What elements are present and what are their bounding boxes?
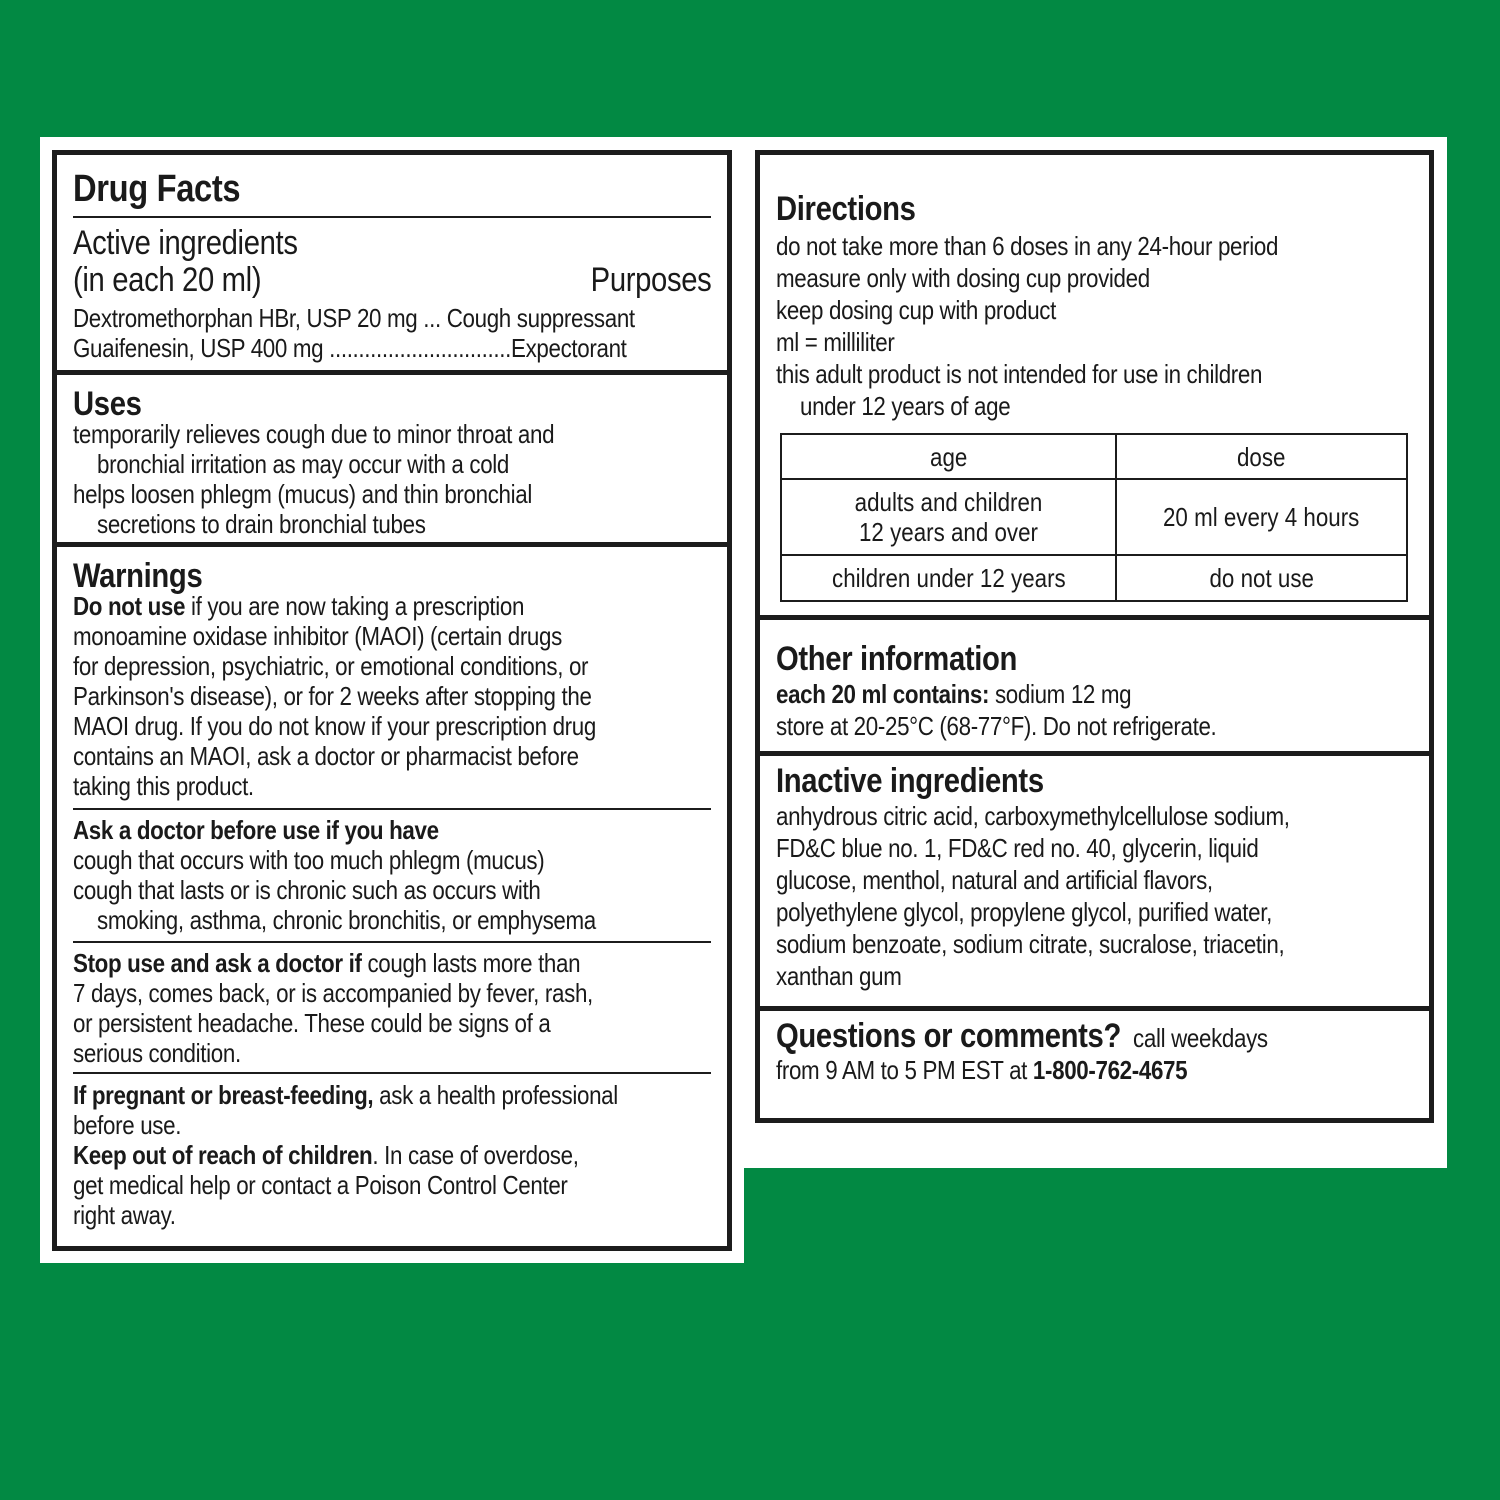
- directions-line: this adult product is not intended for use in children: [776, 359, 1263, 389]
- do-not-use-text: if you are now taking a prescription: [185, 591, 525, 621]
- drug-facts-title: Drug Facts: [73, 168, 241, 210]
- ingredient-name: Dextromethorphan HBr, USP 20 mg: [73, 303, 418, 333]
- ask-doctor-line: cough that occurs with too much phlegm (mucus): [73, 845, 545, 875]
- dose-cell: do not use: [1209, 563, 1314, 593]
- dot-leader: ...............................: [323, 333, 512, 363]
- ask-doctor-label: Ask a doctor before use if you have: [73, 815, 439, 845]
- ingredient-name: Guaifenesin, USP 400 mg: [73, 333, 324, 363]
- stop-use-line: 7 days, comes back, or is accompanied by fever, rash,: [73, 978, 593, 1008]
- title-divider: [73, 216, 711, 218]
- ingredient-purpose: Expectorant: [511, 333, 627, 363]
- pregnant-label: If pregnant or breast-feeding,: [73, 1080, 374, 1110]
- ingredient-purpose: Cough suppressant: [446, 303, 635, 333]
- uses-line: helps loosen phlegm (mucus) and thin bronchial: [73, 479, 532, 509]
- other-information-section: [760, 620, 1429, 751]
- uses-line: temporarily relieves cough due to minor throat and: [73, 419, 555, 449]
- active-ingredient-row: [73, 303, 711, 333]
- uses-section: [57, 375, 727, 542]
- drug-facts-panel-right: [755, 150, 1434, 1123]
- drug-facts-panel-left: [52, 150, 732, 1251]
- inactive-ingredients-heading: Inactive ingredients: [776, 762, 1044, 800]
- uses-line: bronchial irritation as may occur with a cold: [97, 449, 510, 479]
- questions-heading: Questions or comments?: [776, 1017, 1122, 1055]
- warnings-heading: Warnings: [73, 557, 203, 595]
- purposes-label: Purposes: [590, 261, 711, 299]
- inactive-line: FD&C blue no. 1, FD&C red no. 40, glycerin, liquid: [776, 833, 1259, 863]
- pregnant-line: before use.: [73, 1110, 182, 1140]
- dosage-table-row: [781, 479, 1407, 555]
- inactive-ingredients-section: [760, 756, 1429, 1006]
- warnings-section: [57, 547, 727, 1246]
- keep-out-line: right away.: [73, 1200, 176, 1230]
- active-ingredient-row: [73, 333, 711, 363]
- directions-line: keep dosing cup with product: [776, 295, 1056, 325]
- phone-number[interactable]: 1-800-762-4675: [1032, 1055, 1188, 1085]
- directions-line: under 12 years of age: [800, 391, 1011, 421]
- pregnant-text: ask a health professional: [373, 1080, 618, 1110]
- storage-text: store at 20-25°C (68-77°F). Do not refrigerate.: [776, 711, 1217, 741]
- warnings-divider: [73, 1072, 711, 1074]
- dot-leader: ...: [417, 303, 447, 333]
- do-not-use-label: Do not use: [73, 591, 186, 621]
- warning-line: taking this product.: [73, 771, 254, 801]
- questions-call-text: call weekdays: [1133, 1023, 1268, 1053]
- stop-use-text: cough lasts more than: [361, 948, 581, 978]
- dosage-table-row: [781, 555, 1407, 601]
- warning-line: contains an MAOI, ask a doctor or pharmacist before: [73, 741, 579, 771]
- directions-line: ml = milliliter: [776, 327, 895, 357]
- active-ingredients-section: [57, 155, 727, 370]
- questions-section: [760, 1011, 1429, 1118]
- inactive-line: anhydrous citric acid, carboxymethylcellulose sodium,: [776, 801, 1290, 831]
- keep-out-line: get medical help or contact a Poison Control Center: [73, 1170, 568, 1200]
- inactive-line: glucose, menthol, natural and artificial flavors,: [776, 865, 1213, 895]
- stop-use-label: Stop use and ask a doctor if: [73, 948, 362, 978]
- dosage-table: [780, 433, 1408, 602]
- warning-line: Parkinson's disease), or for 2 weeks after stopping the: [73, 681, 592, 711]
- inactive-line: polyethylene glycol, propylene glycol, purified water,: [776, 897, 1273, 927]
- dosage-table-header-row: [781, 434, 1407, 479]
- directions-line: measure only with dosing cup provided: [776, 263, 1150, 293]
- age-cell: children under 12 years: [831, 563, 1066, 593]
- warning-line: for depression, psychiatric, or emotional conditions, or: [73, 651, 589, 681]
- directions-section: [760, 155, 1429, 615]
- uses-line: secretions to drain bronchial tubes: [97, 509, 426, 539]
- ask-doctor-line: cough that lasts or is chronic such as occurs with: [73, 875, 541, 905]
- age-cell: 12 years and over: [858, 517, 1038, 547]
- warning-line: monoamine oxidase inhibitor (MAOI) (certain drugs: [73, 621, 562, 651]
- dose-column-header: dose: [1237, 441, 1286, 472]
- inactive-line: xanthan gum: [776, 961, 902, 991]
- dose-cell: 20 ml every 4 hours: [1163, 502, 1360, 532]
- active-ingredients-subheading: (in each 20 ml): [73, 261, 262, 299]
- other-information-heading: Other information: [776, 640, 1018, 678]
- inactive-line: sodium benzoate, sodium citrate, sucralose, triacetin,: [776, 929, 1285, 959]
- sodium-value: sodium 12 mg: [989, 679, 1132, 709]
- warnings-divider: [73, 941, 711, 943]
- questions-hours-text: from 9 AM to 5 PM EST at: [776, 1055, 1033, 1085]
- warning-line: MAOI drug. If you do not know if your prescription drug: [73, 711, 596, 741]
- warnings-divider: [73, 808, 711, 810]
- ask-doctor-line: smoking, asthma, chronic bronchitis, or emphysema: [97, 905, 596, 935]
- directions-heading: Directions: [776, 190, 916, 228]
- uses-heading: Uses: [73, 385, 142, 423]
- keep-out-label: Keep out of reach of children: [73, 1140, 373, 1170]
- sodium-label: each 20 ml contains:: [776, 679, 990, 709]
- age-cell: adults and children: [854, 487, 1043, 517]
- stop-use-line: serious condition.: [73, 1038, 241, 1068]
- stop-use-line: or persistent headache. These could be signs of a: [73, 1008, 551, 1038]
- active-ingredients-heading: Active ingredients: [73, 224, 298, 262]
- keep-out-text: . In case of overdose,: [372, 1140, 579, 1170]
- age-column-header: age: [929, 441, 968, 472]
- directions-line: do not take more than 6 doses in any 24-hour period: [776, 231, 1279, 261]
